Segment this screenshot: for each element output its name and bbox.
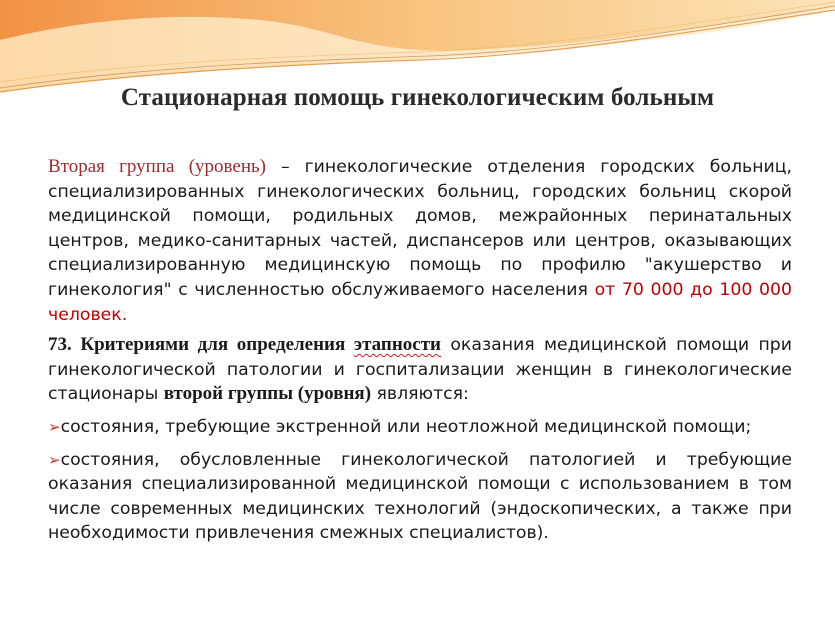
bullet-text: состояния, требующие экстренной или неотложной медицинской помощи; — [60, 416, 752, 437]
paragraph-end: . — [121, 304, 128, 325]
criteria-lead: 73. Критериями для определения — [48, 334, 354, 356]
population-highlight: от 70 000 до 100 000 человек — [48, 279, 793, 325]
paragraph-criteria — [48, 333, 792, 407]
paragraph-second-group — [48, 155, 792, 327]
criteria-bold: второй группы (уровня) — [163, 383, 372, 405]
group-lead: Вторая группа (уровень) — [48, 156, 266, 177]
bullet-text: состояния, обусловленные гинекологической патологией и требующие оказания специализированной медицинской помощи с использованием в том числе современных медицинских технологий (эндоскопических, а также при необходимости привлечения смежных специалистов). — [48, 449, 792, 544]
list-item — [48, 448, 792, 546]
spellcheck-word: этапности — [353, 334, 442, 356]
slide-body — [48, 155, 792, 546]
arrow-bullet-icon: ➢ — [48, 450, 61, 469]
arrow-bullet-icon: ➢ — [48, 417, 61, 436]
criteria-end: являются: — [371, 384, 469, 405]
group-text: – гинекологические отделения городских больниц, специализированных гинекологических больниц, городских больниц скорой медицинской помощи, родильных домов, межрайонных перинатальных центров, медико-санитарных частей, диспансеров или центров, оказывающих специализированную медицинскую помощь по профилю "акушерство и гинекология" с численностью обслуживаемого населения — [48, 157, 792, 300]
list-item — [48, 415, 792, 440]
slide-title: Стационарная помощь гинекологическим больным — [120, 84, 715, 111]
criteria-text: оказания медицинской помощи при гинекологической патологии и госпитализации женщин в гинекологические стационары — [48, 335, 792, 405]
